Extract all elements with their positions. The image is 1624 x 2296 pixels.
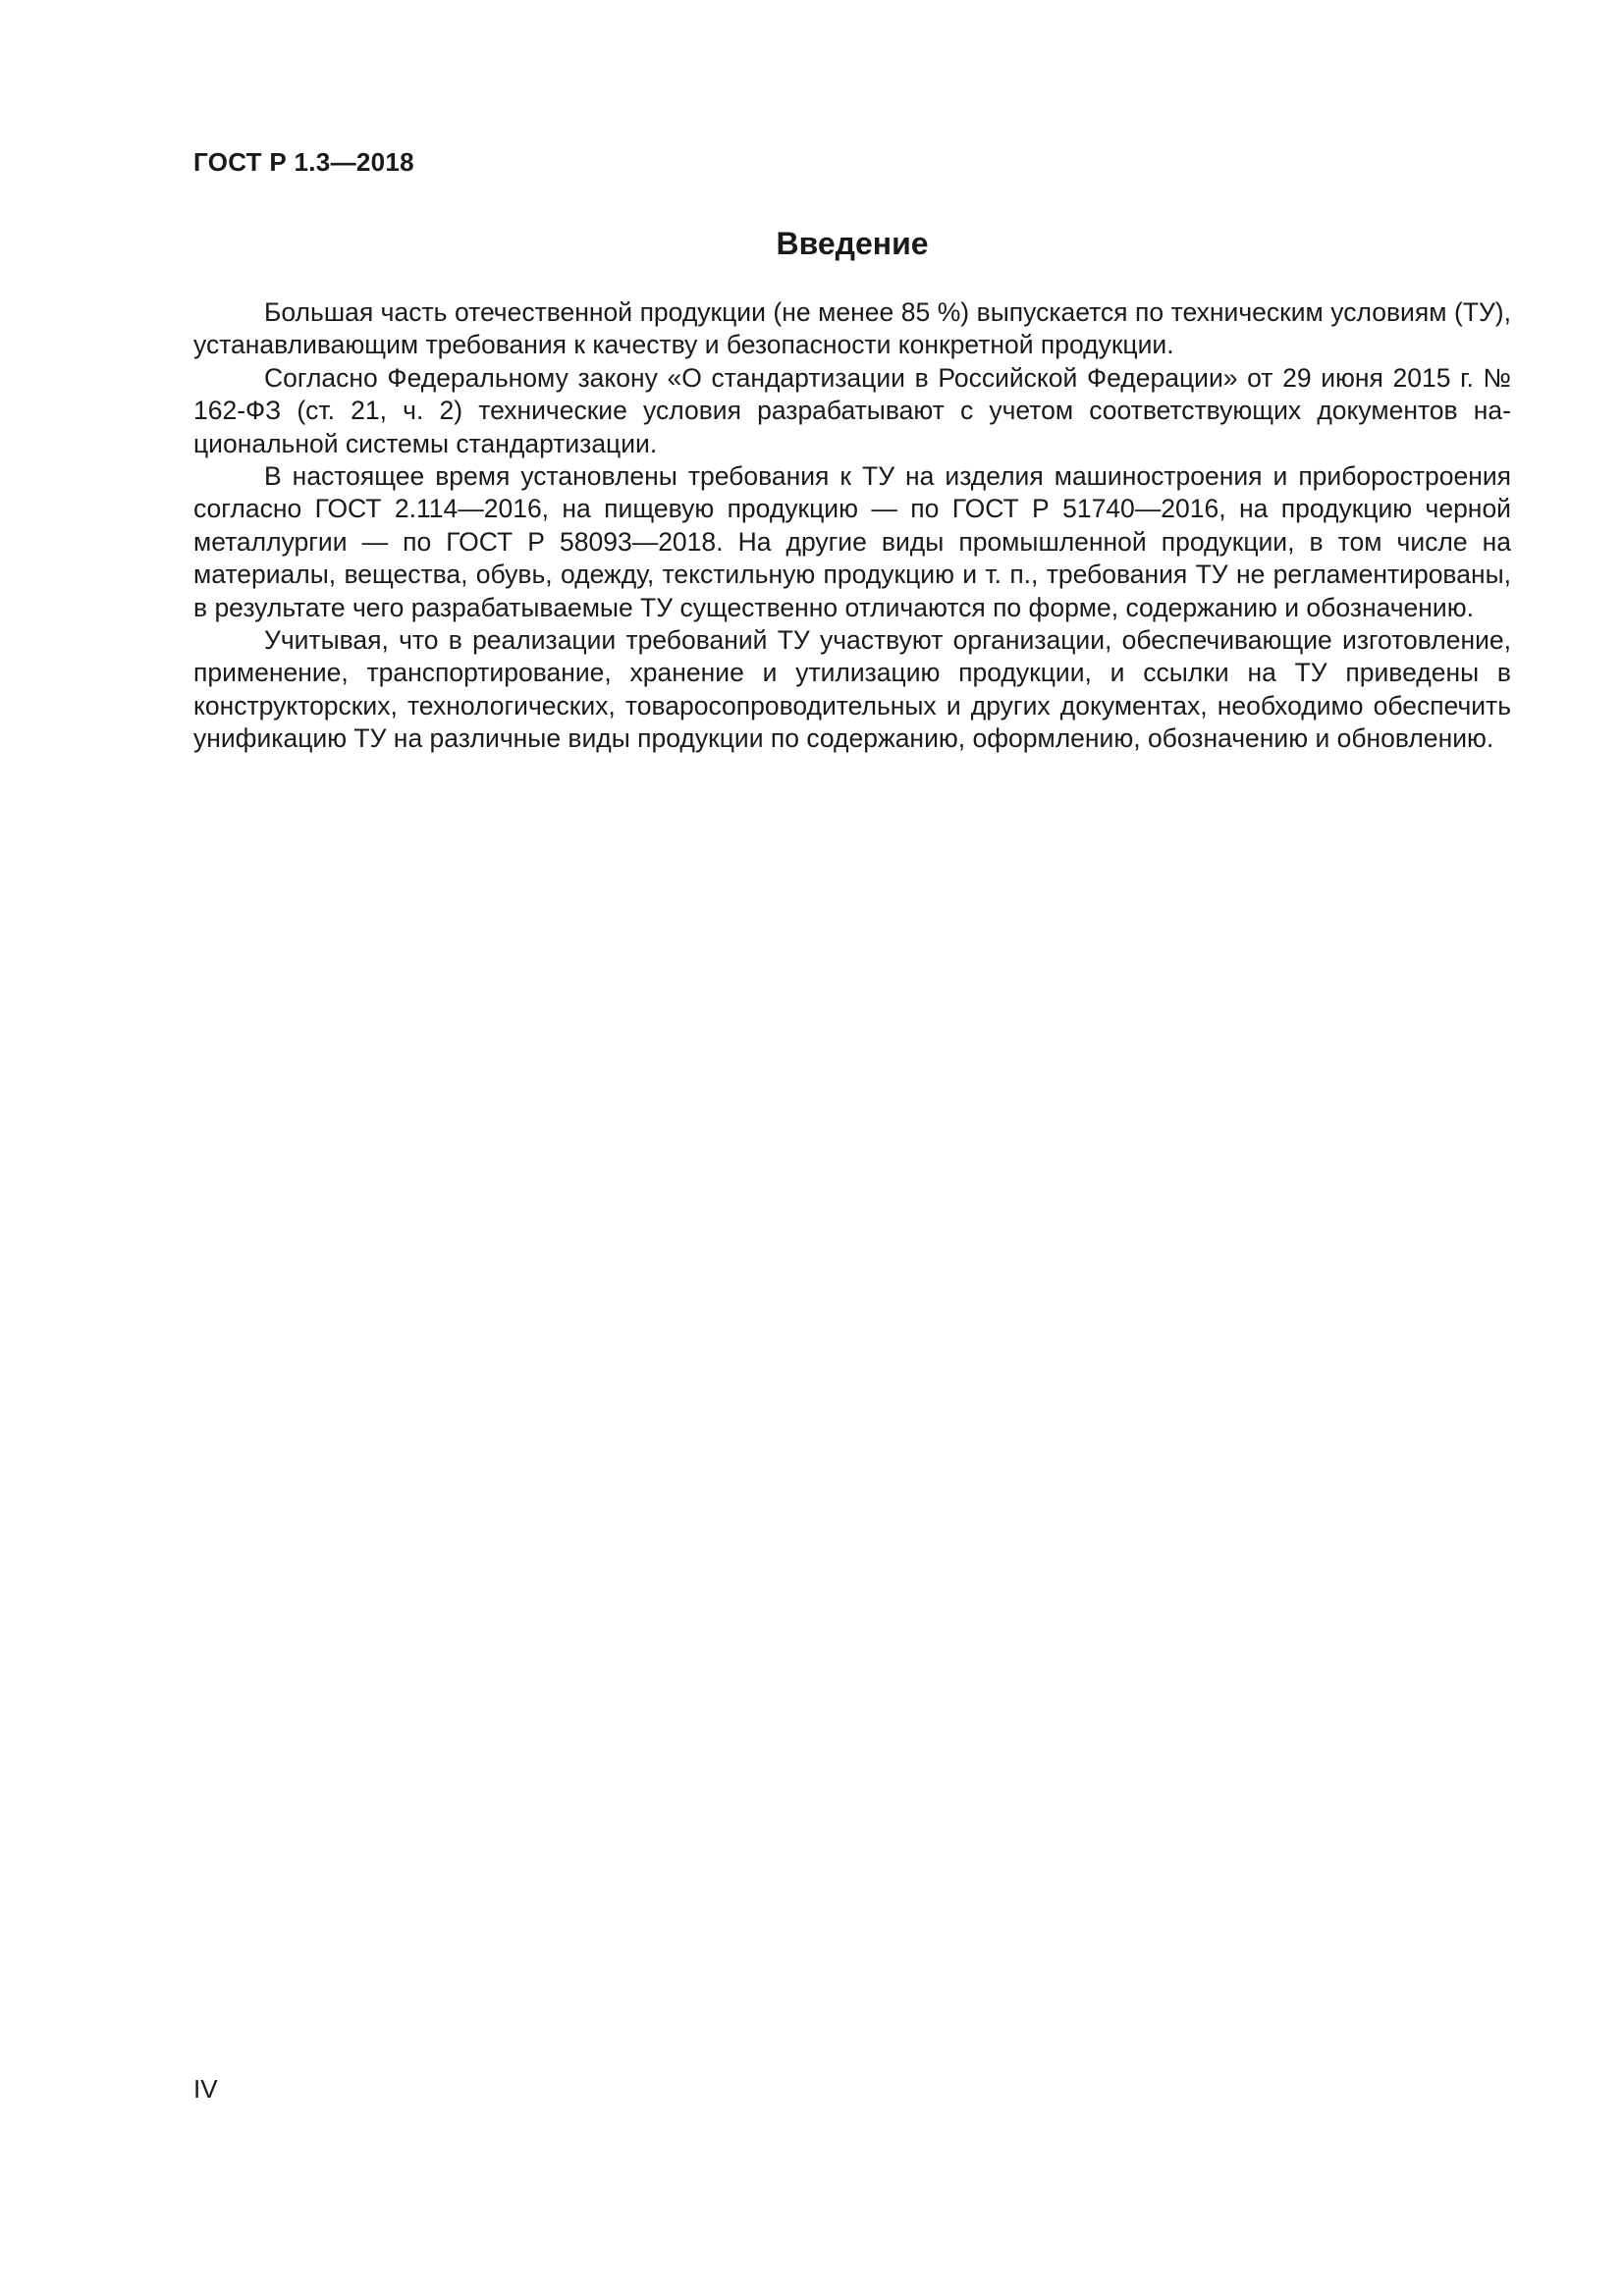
- paragraph: Большая часть отечественной продукции (не менее 85 %) выпускается по техническим условиям (ТУ), устанавливающим требования к качеству и безопасности конкретной продукции.: [193, 297, 1511, 360]
- section-title: Введение: [776, 226, 929, 261]
- introduction-body: [193, 296, 1511, 756]
- document-code-header: ГОСТ Р 1.3—2018: [193, 147, 414, 177]
- paragraph: Согласно Федеральному закону «О стандартизации в Российской Федерации» от 29 июня 2015 г. № 162-ФЗ (ст. 21, ч. 2) технические условия разрабатывают с учетом соответствующих документов национальной системы стандартизации.: [193, 362, 1511, 458]
- paragraph: Учитывая, что в реализации требований ТУ участвуют организации, обеспечивающие изготовление, применение, транспортирование, хранение и утилизацию продукции, и ссылки на ТУ приведены в конструкторских, технологических, товаросопроводительных и других документах, необходимо обеспечить унификацию ТУ на различные виды продукции по содержанию, оформлению, обозначению и обновлению.: [193, 625, 1511, 754]
- page-number: IV: [193, 2074, 218, 2104]
- paragraph: В настоящее время установлены требования к ТУ на изделия машиностроения и приборостроения согласно ГОСТ 2.114—2016, на пищевую продукцию — по ГОСТ Р 51740—2016, на продукцию черной металлургии — по ГОСТ Р 58093—2018. На другие виды промышленной продукции, в том числе на материалы, вещества, обувь, одежду, текстильную продукцию и т. п., требования ТУ не регламентированы, в результате чего разрабатываемые ТУ существенно отличаются по форме, содержанию и обозначению.: [193, 461, 1511, 622]
